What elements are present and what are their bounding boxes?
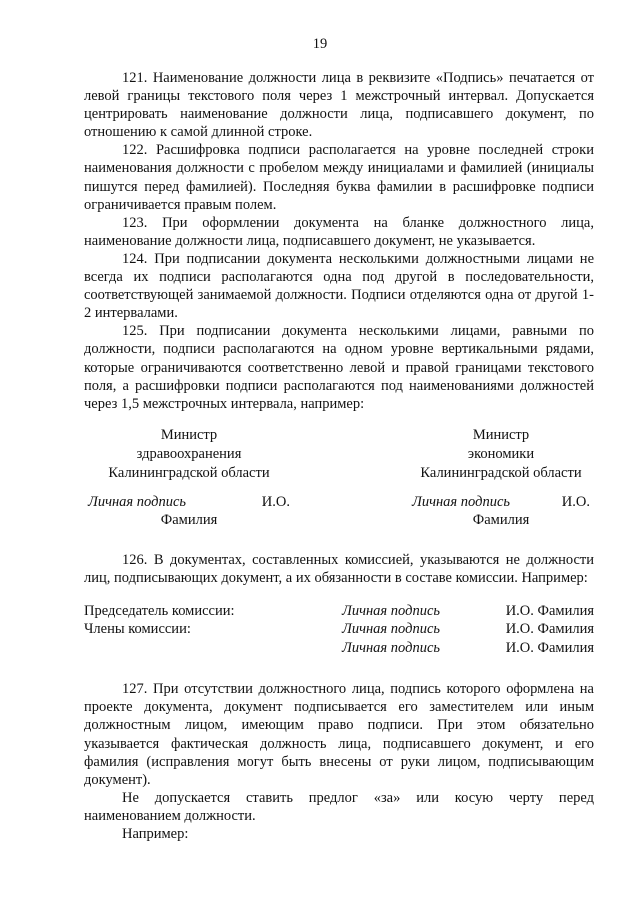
- commission-role: Председатель комиссии:: [84, 602, 235, 619]
- signature-line: [408, 493, 594, 512]
- personal-signature: Личная подпись: [342, 640, 440, 657]
- position-title-line: Калининградской области: [108, 464, 270, 481]
- example-label: Например:: [122, 825, 189, 842]
- paragraph-124: 124. При подписании документа несколькими должностными лицами не всегда их подписи располагаются одна под другой в последовательности, соответствующей занимаемой должности. Подписи отделяются одна от другой 1-2 интервалами.: [84, 250, 594, 322]
- signer-name: И.О. Фамилия: [505, 621, 594, 638]
- paragraph-127: 127. При отсутствии должностного лица, подпись которого оформлена на проекте документа, документ подписывается его заместителем или иным должностным лицом, имеющим право подписи. При этом обязательно указывается фактическая должность лица, подписавшего документ, и его фамилия (исправления могут быть внесены от руки лицом, подписывающим документ).: [84, 681, 594, 788]
- surname: Фамилия: [160, 512, 218, 529]
- signer-name: И.О. Фамилия: [505, 602, 594, 619]
- commission-role: [84, 639, 342, 658]
- signature-example: [84, 426, 594, 531]
- page-body: [84, 69, 594, 843]
- personal-signature: Личная подпись: [342, 621, 440, 638]
- page-number: 19: [312, 36, 328, 52]
- personal-signature: Личная подпись: [412, 493, 510, 510]
- paragraph-127-note: Не допускается ставить предлог «за» или косую черту перед наименованием должности.: [84, 789, 594, 824]
- commission-signatures: [84, 602, 594, 659]
- commission-row: [84, 602, 594, 621]
- initials: И.О.: [261, 493, 290, 510]
- position-title-line: Министр: [472, 426, 530, 443]
- paragraph-126: 126. В документах, составленных комиссией, указываются не должности лиц, подписывающих документ, а их обязанности в составе комиссии. Например:: [84, 552, 594, 587]
- position-title-line: экономики: [467, 445, 535, 462]
- position-title-line: здравоохранения: [136, 445, 242, 462]
- signature-block-health: [84, 426, 294, 531]
- position-title-line: Калининградской области: [420, 464, 582, 481]
- commission-role: Члены комиссии:: [84, 621, 191, 638]
- signer-name: И.О. Фамилия: [505, 640, 594, 657]
- personal-signature: Личная подпись: [88, 493, 186, 510]
- signature-line: [84, 493, 294, 512]
- paragraph-121: 121. Наименование должности лица в реквизите «Подпись» печатается от левой границы текстового поля через 1 межстрочный интервал. Допускается центрировать наименование должности лица, подписавшего документ, по отношению к самой длинной строке.: [84, 70, 594, 141]
- paragraph-122: 122. Расшифровка подписи располагается на уровне последней строки наименования должности с пробелом между инициалами и фамилией (инициалы пишутся перед фамилией). Последняя буква фамилии в расшифровке подписи ограничивается правым полем.: [84, 142, 594, 213]
- surname: Фамилия: [472, 512, 530, 529]
- initials: И.О.: [561, 493, 590, 510]
- paragraph-123: 123. При оформлении документа на бланке должностного лица, наименование должности лица, подписавшего документ, не указывается.: [84, 214, 594, 249]
- personal-signature: Личная подпись: [342, 602, 440, 619]
- paragraph-125: 125. При подписании документа несколькими лицами, равными по должности, подписи располагаются на одном уровне вертикальными рядами, которые ограничиваются соответственно левой и правой границами текстового поля, а расшифровки подписи располагаются под наименованиями должностей через 1,5 межстрочных интервала, например:: [84, 323, 594, 412]
- signature-block-economy: [408, 426, 594, 531]
- commission-row: [84, 620, 594, 639]
- commission-row: [84, 639, 594, 658]
- position-title-line: Министр: [160, 426, 218, 443]
